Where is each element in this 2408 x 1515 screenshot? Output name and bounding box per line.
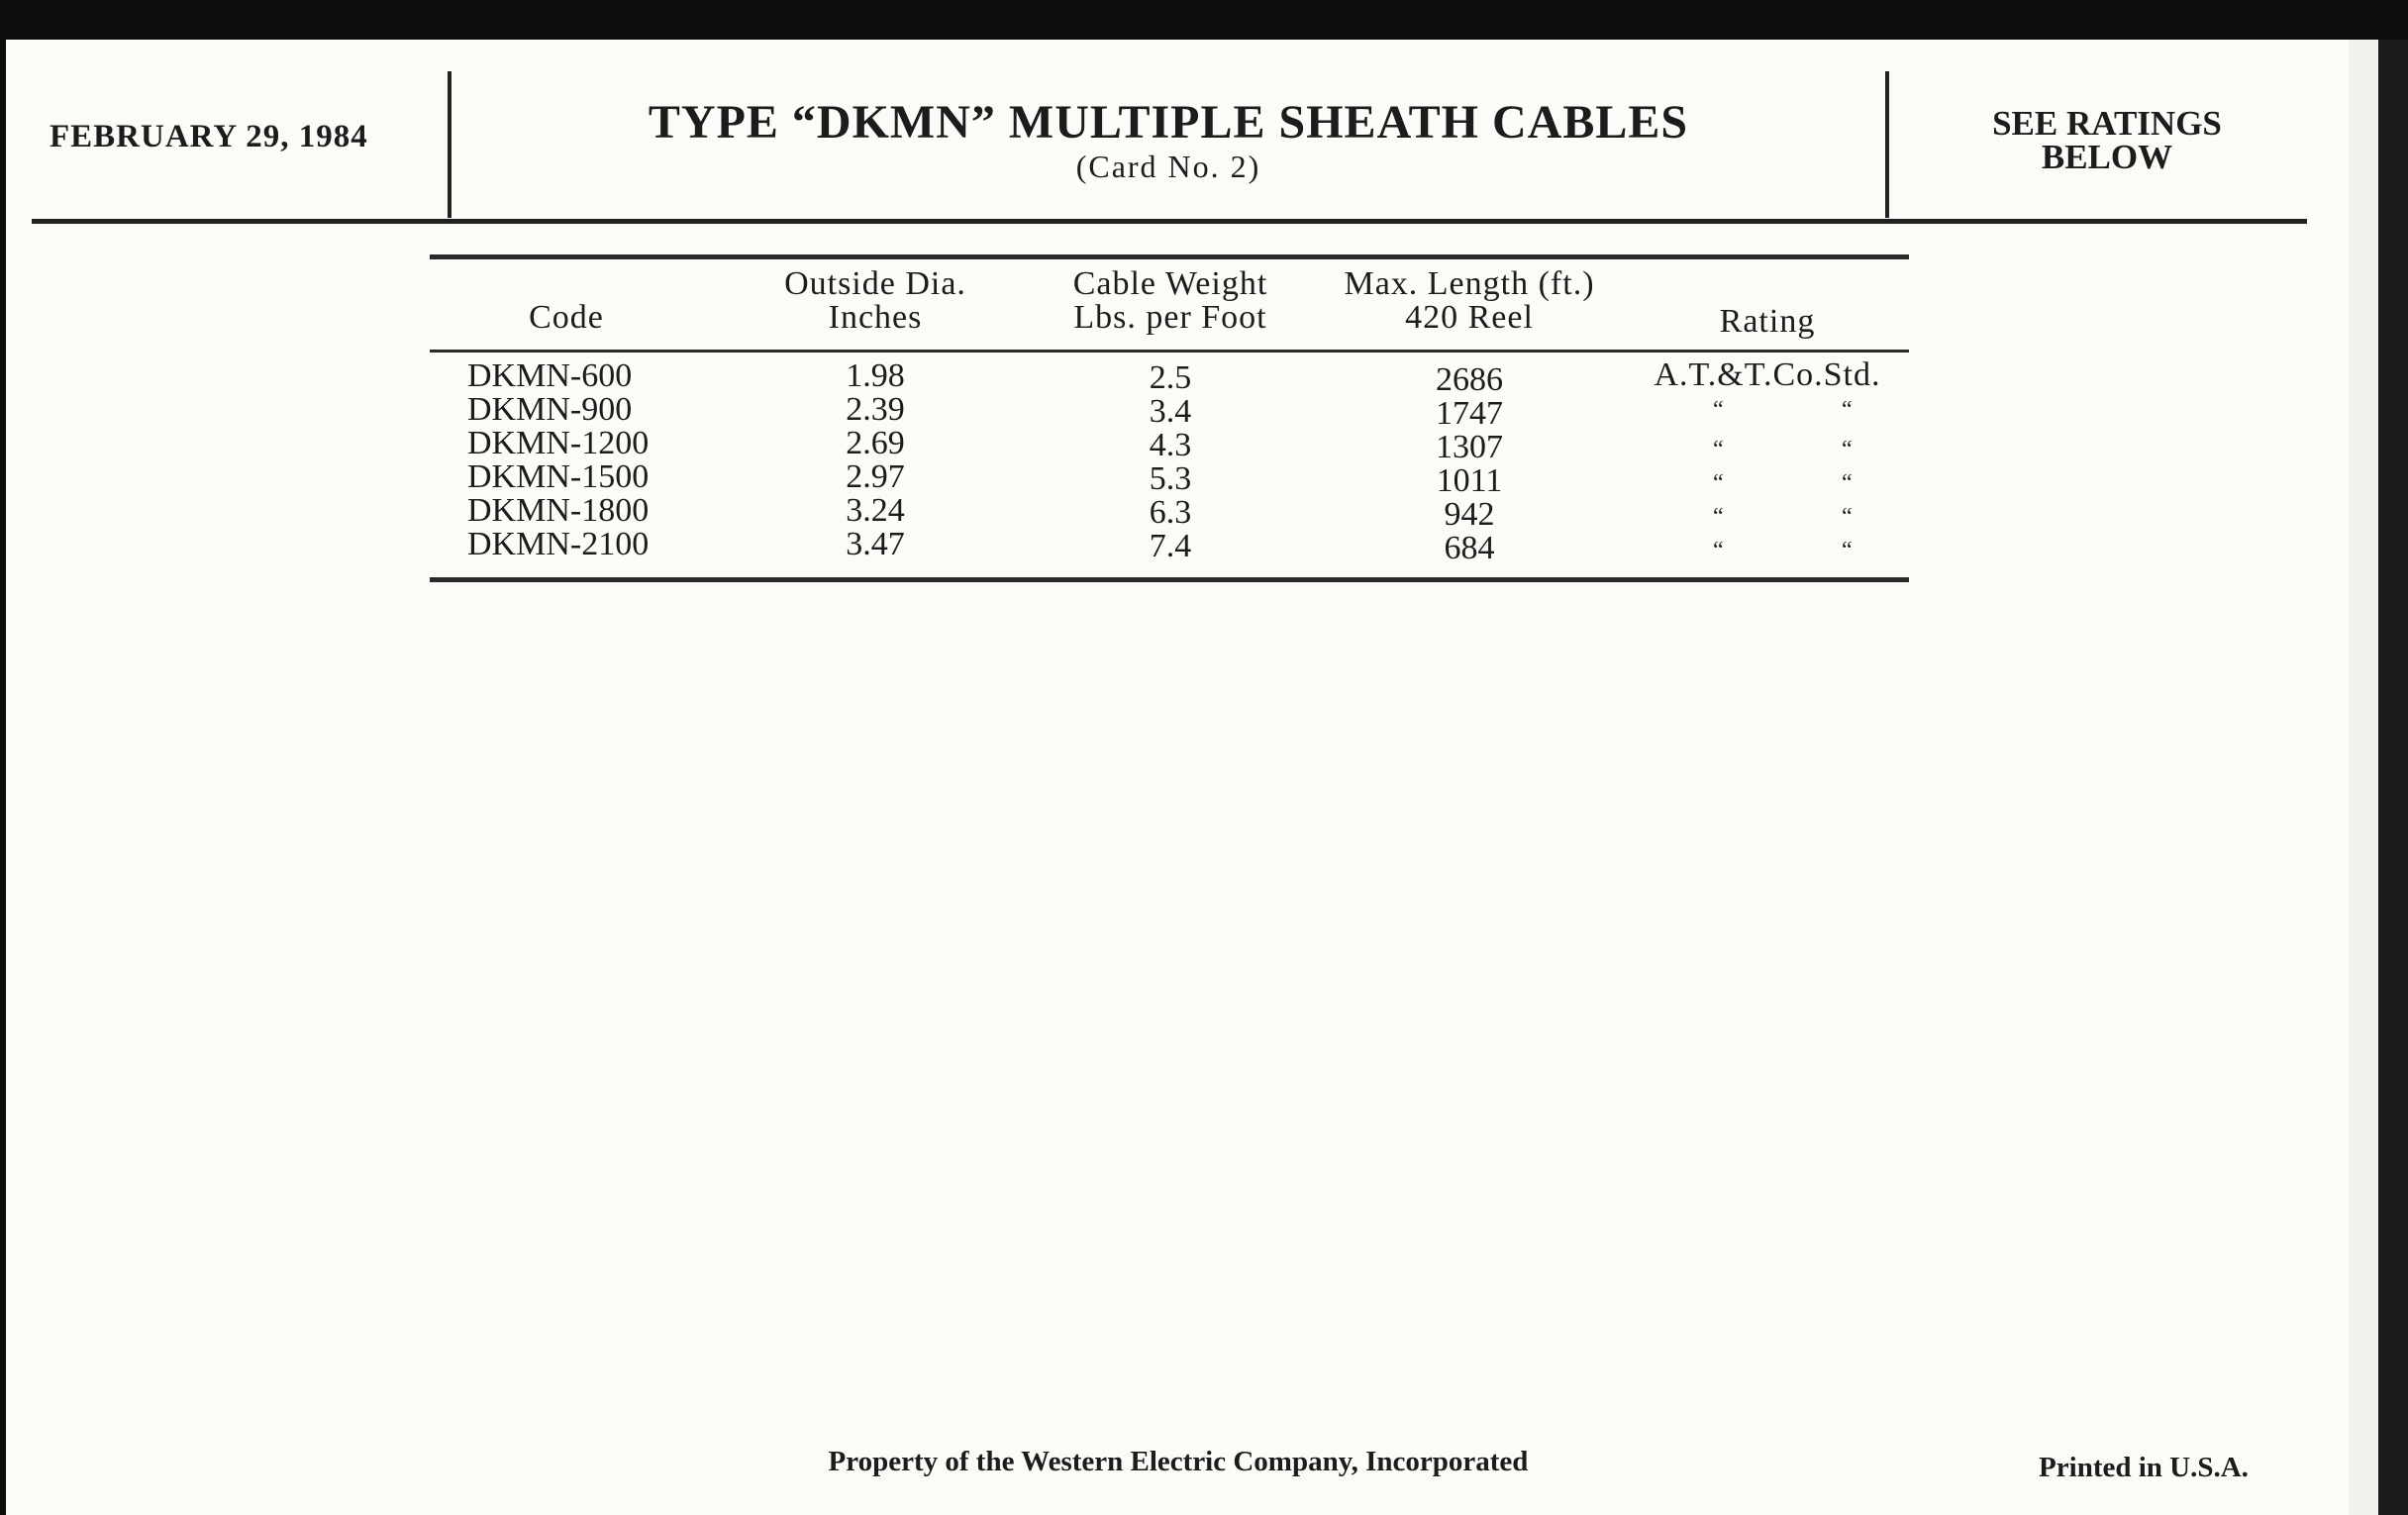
column-header-rating	[1683, 305, 1852, 339]
header-rule	[32, 219, 2307, 224]
card-date: FEBRUARY 29, 1984	[50, 119, 368, 154]
scan-edge	[2378, 40, 2408, 1515]
cell-code: DKMN-1800	[467, 492, 650, 529]
column-header-cable-weight	[1032, 267, 1309, 335]
table-header-rule	[430, 350, 1909, 353]
cell-rating-ditto-1: “	[1713, 470, 1724, 496]
cell-cable-weight: 2.5	[1149, 359, 1192, 396]
card-title: TYPE “DKMN” MULTIPLE SHEATH CABLES	[648, 96, 1689, 149]
table-row	[0, 458, 2408, 499]
cell-rating-ditto-2: “	[1842, 504, 1853, 530]
table-row	[0, 391, 2408, 432]
table-row	[0, 425, 2408, 465]
table-row	[0, 492, 2408, 533]
cell-code: DKMN-900	[467, 391, 633, 428]
table-top-rule	[430, 254, 1909, 259]
cell-rating-ditto-2: “	[1842, 437, 1853, 462]
column-header-weight-line2: Lbs. per Foot	[1073, 299, 1267, 336]
table-row	[0, 356, 2408, 398]
column-header-rating-line2: Rating	[1719, 303, 1816, 340]
cell-rating-ditto-2: “	[1842, 538, 1853, 563]
cell-rating-ditto-1: “	[1713, 504, 1724, 530]
column-header-max-length	[1311, 267, 1628, 335]
column-header-length-line1: Max. Length (ft.)	[1344, 265, 1595, 302]
ratings-note-line2: BELOW	[2041, 138, 2173, 176]
ratings-note	[1889, 104, 2325, 176]
cell-outside-dia: 3.47	[846, 526, 905, 562]
footer-property-notice: Property of the Western Electric Company, Incorporated	[828, 1446, 1529, 1477]
column-header-dia-line1: Outside Dia.	[784, 265, 966, 302]
column-header-weight-line1: Cable Weight	[1072, 265, 1268, 302]
column-header-dia-line2: Inches	[828, 299, 923, 336]
cell-outside-dia: 3.24	[846, 492, 905, 529]
card-subtitle: (Card No. 2)	[1075, 149, 1261, 184]
table-bottom-rule	[430, 577, 1909, 582]
catalog-card	[6, 40, 2349, 1515]
ratings-note-line1: SEE RATINGS	[1992, 104, 2222, 143]
cell-cable-weight: 3.4	[1149, 393, 1192, 430]
cell-rating: A.T.&T.Co.Std.	[1654, 356, 1881, 393]
cell-cable-weight: 5.3	[1149, 460, 1192, 497]
footer-printed-in: Printed in U.S.A.	[2039, 1452, 2249, 1483]
column-header-code	[467, 301, 665, 335]
cell-outside-dia: 1.98	[846, 357, 905, 394]
column-header-length-line2: 420 Reel	[1405, 299, 1534, 336]
cell-cable-weight: 4.3	[1149, 427, 1192, 463]
column-header-outside-dia	[737, 267, 1014, 335]
cell-max-length: 1307	[1436, 429, 1503, 465]
cell-max-length: 1747	[1436, 395, 1503, 432]
cell-code: DKMN-2100	[467, 526, 650, 562]
cell-rating-ditto-2: “	[1842, 397, 1853, 423]
column-header-code-line2: Code	[529, 299, 604, 336]
cell-rating-ditto-1: “	[1713, 437, 1724, 462]
cell-max-length: 942	[1444, 496, 1495, 533]
table-row	[0, 526, 2408, 566]
cell-code: DKMN-600	[467, 357, 633, 394]
cell-max-length: 1011	[1436, 462, 1503, 499]
cell-outside-dia: 2.97	[846, 458, 905, 495]
card-right-margin	[2349, 40, 2378, 1515]
cell-cable-weight: 7.4	[1149, 528, 1192, 564]
cell-rating-ditto-1: “	[1713, 538, 1724, 563]
cell-rating-ditto-1: “	[1713, 397, 1724, 423]
cell-code: DKMN-1200	[467, 425, 650, 461]
cell-outside-dia: 2.39	[846, 391, 905, 428]
cell-rating-ditto-2: “	[1842, 470, 1853, 496]
cell-cable-weight: 6.3	[1149, 494, 1192, 531]
cell-max-length: 684	[1444, 530, 1495, 566]
cell-max-length: 2686	[1436, 361, 1503, 398]
cell-code: DKMN-1500	[467, 458, 650, 495]
cell-outside-dia: 2.69	[846, 425, 905, 461]
